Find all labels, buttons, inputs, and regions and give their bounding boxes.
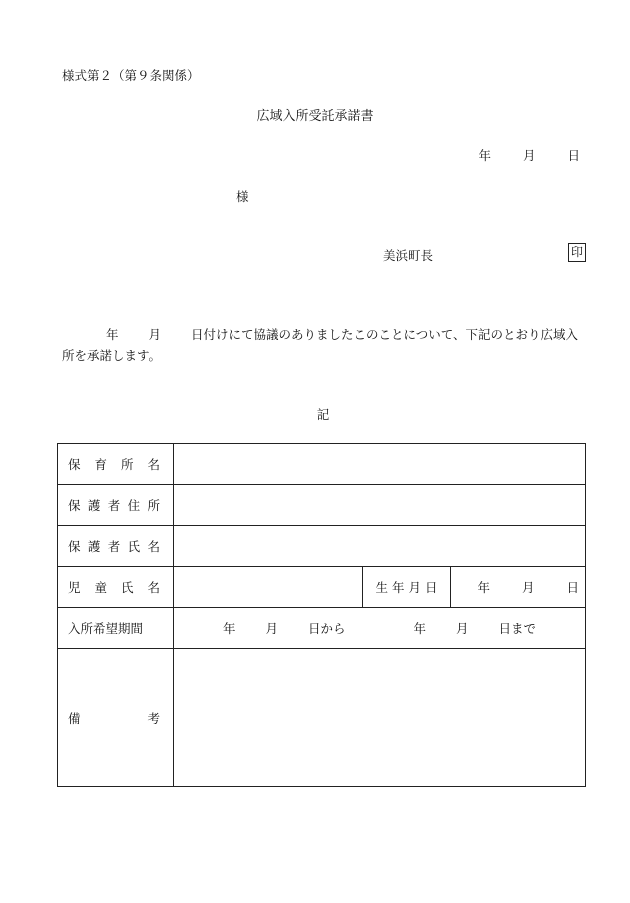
document-title: 広域入所受託承諾書	[256, 109, 374, 124]
birthdate-label: 生 年 月 日	[363, 567, 451, 608]
period-from-day: 日から	[307, 621, 346, 636]
remarks-label	[58, 649, 174, 787]
label-char: 保	[68, 498, 81, 513]
label-char: 育	[94, 457, 107, 472]
guardian-name-field[interactable]	[174, 526, 586, 567]
period-field[interactable]	[174, 608, 586, 649]
ki-heading: 記	[316, 407, 330, 422]
label-char: 名	[147, 457, 160, 472]
label-char: 護	[87, 539, 101, 554]
period-from-month: 月	[265, 621, 278, 636]
facility-field[interactable]	[174, 444, 586, 485]
child-name-label	[58, 567, 174, 608]
period-to-month: 月	[456, 621, 469, 636]
date-month: 月	[522, 148, 536, 163]
birthdate-field[interactable]	[451, 567, 586, 608]
seal-stamp: 印	[568, 243, 586, 262]
label-char: 備	[68, 710, 81, 726]
label-char: 保	[68, 457, 81, 472]
date-day: 日	[567, 148, 580, 163]
form-number: 様式第２（第９条関係）	[62, 68, 200, 83]
label-char: 所	[120, 457, 134, 472]
body-text: 日付けにて協議のありましたこのことについて、下記のとおり広域入所を承諾します。	[62, 327, 579, 363]
issuer-name: 美浜町長	[383, 248, 434, 263]
body-paragraph	[62, 324, 584, 366]
issue-date	[478, 146, 580, 164]
label-char: 名	[147, 580, 160, 595]
date-year: 年	[478, 148, 491, 163]
label-char: 者	[107, 498, 121, 513]
label-char: 氏	[127, 539, 141, 554]
label-char: 名	[147, 539, 160, 554]
period-to-day: 日まで	[498, 621, 537, 636]
birth-month: 月	[521, 580, 535, 595]
guardian-address-field[interactable]	[174, 485, 586, 526]
table-row	[58, 649, 586, 787]
table-row	[58, 608, 586, 649]
birth-year: 年	[477, 580, 490, 595]
remarks-field[interactable]	[174, 649, 586, 787]
label-char: 考	[147, 710, 160, 726]
label-char: 児	[68, 580, 81, 595]
label-char: 者	[107, 539, 121, 554]
guardian-name-label	[58, 526, 174, 567]
table-row	[58, 526, 586, 567]
guardian-address-label	[58, 485, 174, 526]
facility-label	[58, 444, 174, 485]
body-year: 年	[106, 327, 119, 342]
period-label: 入所希望期間	[58, 608, 174, 649]
label-char: 童	[94, 580, 107, 595]
table-row	[58, 567, 586, 608]
application-table	[57, 443, 586, 787]
label-char: 保	[68, 539, 81, 554]
label-char: 護	[87, 498, 101, 513]
table-row	[58, 444, 586, 485]
label-char: 所	[147, 498, 160, 513]
body-month: 月	[148, 327, 162, 342]
period-to-year: 年	[413, 621, 427, 636]
period-from-year: 年	[222, 621, 236, 636]
label-char: 住	[127, 498, 141, 513]
addressee-suffix: 様	[236, 189, 249, 204]
birth-day: 日	[566, 580, 580, 595]
child-name-field[interactable]	[174, 567, 363, 608]
table-row	[58, 485, 586, 526]
label-char: 氏	[120, 580, 134, 595]
